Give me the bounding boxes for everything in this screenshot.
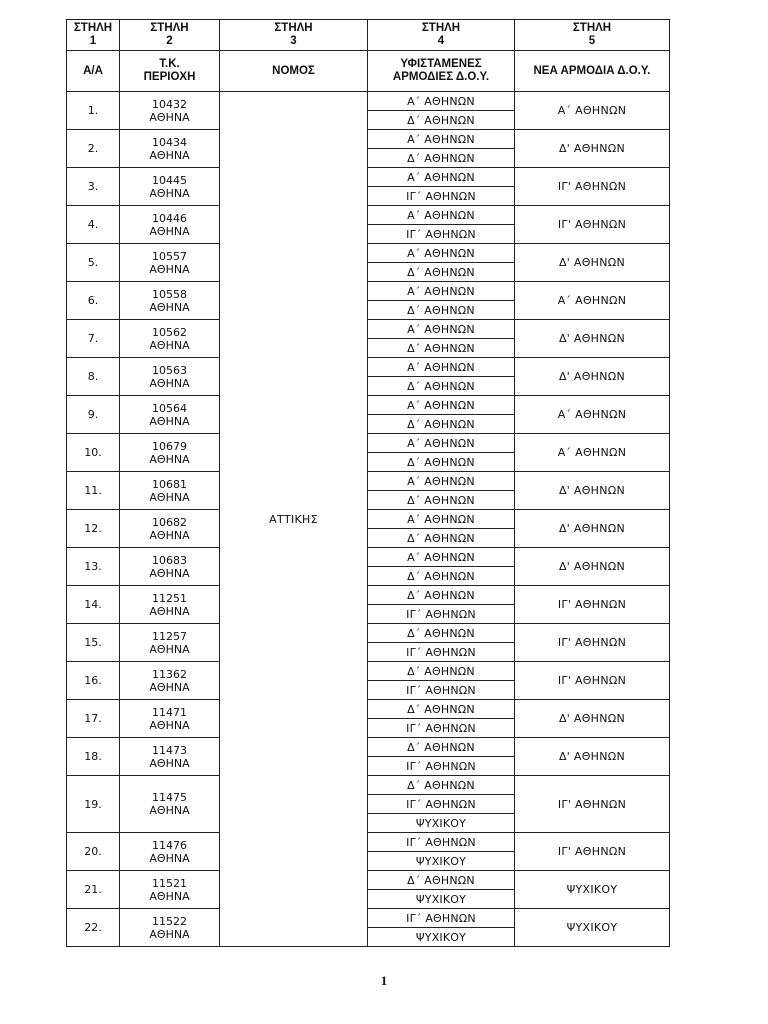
existing-office-cell: Α΄ ΑΘΗΝΩΝ bbox=[368, 282, 515, 301]
row-number-cell: 6. bbox=[67, 282, 120, 320]
existing-office-cell: Δ΄ ΑΘΗΝΩΝ bbox=[368, 111, 515, 130]
row-number-cell: 20. bbox=[67, 833, 120, 871]
postal-area-cell bbox=[120, 548, 220, 586]
postal-code: 10563 bbox=[152, 363, 187, 377]
postal-code: 10432 bbox=[152, 97, 187, 111]
row-number-cell: 16. bbox=[67, 662, 120, 700]
field-header bbox=[220, 51, 368, 92]
existing-office-cell: Δ΄ ΑΘΗΝΩΝ bbox=[368, 377, 515, 396]
row-number-cell: 12. bbox=[67, 510, 120, 548]
row-number-cell: 11. bbox=[67, 472, 120, 510]
row-number-cell: 13. bbox=[67, 548, 120, 586]
existing-office-cell: Δ΄ ΑΘΗΝΩΝ bbox=[368, 700, 515, 719]
postal-code: 11476 bbox=[152, 838, 187, 852]
area-name: ΑΘΗΝΑ bbox=[149, 376, 190, 390]
new-office-cell: Δ' ΑΘΗΝΩΝ bbox=[515, 358, 670, 396]
table-row bbox=[67, 244, 670, 263]
area-name: ΑΘΗΝΑ bbox=[149, 490, 190, 504]
postal-code: 11362 bbox=[152, 667, 187, 681]
existing-office-cell: Δ΄ ΑΘΗΝΩΝ bbox=[368, 567, 515, 586]
new-office-cell: Δ' ΑΘΗΝΩΝ bbox=[515, 244, 670, 282]
area-name: ΑΘΗΝΑ bbox=[149, 414, 190, 428]
page-number: 1 bbox=[380, 973, 388, 988]
existing-office-cell: ΙΓ΄ ΑΘΗΝΩΝ bbox=[368, 187, 515, 206]
postal-area-cell bbox=[120, 168, 220, 206]
existing-office-cell: ΙΓ΄ ΑΘΗΝΩΝ bbox=[368, 225, 515, 244]
existing-office-cell: Δ΄ ΑΘΗΝΩΝ bbox=[368, 776, 515, 795]
existing-office-cell: ΙΓ΄ ΑΘΗΝΩΝ bbox=[368, 909, 515, 928]
row-number-cell: 19. bbox=[67, 776, 120, 833]
table-row bbox=[67, 396, 670, 415]
postal-area-cell bbox=[120, 282, 220, 320]
new-office-cell: ΙΓ' ΑΘΗΝΩΝ bbox=[515, 624, 670, 662]
postal-area-cell bbox=[120, 738, 220, 776]
existing-office-cell: Α΄ ΑΘΗΝΩΝ bbox=[368, 434, 515, 453]
postal-area-cell bbox=[120, 92, 220, 130]
existing-office-cell: Δ΄ ΑΘΗΝΩΝ bbox=[368, 263, 515, 282]
table-row bbox=[67, 833, 670, 852]
new-office-cell: Δ' ΑΘΗΝΩΝ bbox=[515, 320, 670, 358]
postal-code: 11521 bbox=[152, 876, 187, 890]
row-number-cell: 5. bbox=[67, 244, 120, 282]
postal-code: 11473 bbox=[152, 743, 187, 757]
field-header bbox=[120, 51, 220, 92]
existing-office-cell: ΨΥΧΙΚΟΥ bbox=[368, 852, 515, 871]
column-number-header bbox=[368, 20, 515, 51]
table-row bbox=[67, 168, 670, 187]
postal-area-cell bbox=[120, 358, 220, 396]
new-office-cell: ΙΓ' ΑΘΗΝΩΝ bbox=[515, 833, 670, 871]
postal-code: 11251 bbox=[152, 591, 187, 605]
area-name: ΑΘΗΝΑ bbox=[149, 224, 190, 238]
postal-area-cell bbox=[120, 434, 220, 472]
table-row bbox=[67, 472, 670, 491]
table-row bbox=[67, 700, 670, 719]
existing-office-cell: Α΄ ΑΘΗΝΩΝ bbox=[368, 358, 515, 377]
table-row bbox=[67, 776, 670, 795]
row-number-cell: 7. bbox=[67, 320, 120, 358]
field-header-line: ΠΕΡΙΟΧΗ bbox=[143, 71, 196, 83]
existing-office-cell: Δ΄ ΑΘΗΝΩΝ bbox=[368, 529, 515, 548]
row-number-cell: 8. bbox=[67, 358, 120, 396]
postal-code: 10683 bbox=[152, 553, 187, 567]
postal-code: 11471 bbox=[152, 705, 187, 719]
existing-office-cell: ΙΓ΄ ΑΘΗΝΩΝ bbox=[368, 643, 515, 662]
existing-office-cell: Α΄ ΑΘΗΝΩΝ bbox=[368, 92, 515, 111]
column-header-label: ΣΤΗΛΗ bbox=[572, 22, 612, 34]
existing-office-cell: ΙΓ΄ ΑΘΗΝΩΝ bbox=[368, 719, 515, 738]
postal-area-cell bbox=[120, 624, 220, 662]
field-header bbox=[67, 51, 120, 92]
existing-office-cell: ΨΥΧΙΚΟΥ bbox=[368, 928, 515, 947]
row-number-cell: 15. bbox=[67, 624, 120, 662]
existing-office-cell: ΙΓ΄ ΑΘΗΝΩΝ bbox=[368, 681, 515, 700]
new-office-cell: Α΄ ΑΘΗΝΩΝ bbox=[515, 434, 670, 472]
postal-area-cell bbox=[120, 833, 220, 871]
existing-office-cell: Δ΄ ΑΘΗΝΩΝ bbox=[368, 339, 515, 358]
column-header-label: ΣΤΗΛΗ bbox=[73, 22, 113, 34]
field-header-line: Τ.Κ. bbox=[159, 58, 180, 70]
postal-code: 10446 bbox=[152, 211, 187, 225]
existing-office-cell: Δ΄ ΑΘΗΝΩΝ bbox=[368, 301, 515, 320]
postal-area-cell bbox=[120, 662, 220, 700]
existing-office-cell: Δ΄ ΑΘΗΝΩΝ bbox=[368, 738, 515, 757]
postal-code: 10562 bbox=[152, 325, 187, 339]
row-number-cell: 3. bbox=[67, 168, 120, 206]
new-office-cell: Δ' ΑΘΗΝΩΝ bbox=[515, 700, 670, 738]
postal-area-cell bbox=[120, 472, 220, 510]
table-row bbox=[67, 434, 670, 453]
postal-code: 10557 bbox=[152, 249, 187, 263]
new-office-cell: Δ' ΑΘΗΝΩΝ bbox=[515, 548, 670, 586]
row-number-cell: 14. bbox=[67, 586, 120, 624]
table-row bbox=[67, 130, 670, 149]
table-row bbox=[67, 282, 670, 301]
new-office-cell: Α΄ ΑΘΗΝΩΝ bbox=[515, 282, 670, 320]
area-name: ΑΘΗΝΑ bbox=[149, 718, 190, 732]
existing-office-cell: ΙΓ΄ ΑΘΗΝΩΝ bbox=[368, 833, 515, 852]
existing-office-cell: ΨΥΧΙΚΟΥ bbox=[368, 890, 515, 909]
area-name: ΑΘΗΝΑ bbox=[149, 262, 190, 276]
area-name: ΑΘΗΝΑ bbox=[149, 528, 190, 542]
postal-area-cell bbox=[120, 700, 220, 738]
area-name: ΑΘΗΝΑ bbox=[149, 148, 190, 162]
column-header-label: ΣΤΗΛΗ bbox=[421, 22, 461, 34]
row-number-cell: 22. bbox=[67, 909, 120, 947]
new-office-cell: ΙΓ' ΑΘΗΝΩΝ bbox=[515, 206, 670, 244]
table-row bbox=[67, 624, 670, 643]
column-number-header bbox=[220, 20, 368, 51]
column-header-number: 3 bbox=[290, 35, 297, 47]
existing-office-cell: ΨΥΧΙΚΟΥ bbox=[368, 814, 515, 833]
postal-code: 10434 bbox=[152, 135, 187, 149]
new-office-cell: ΙΓ' ΑΘΗΝΩΝ bbox=[515, 662, 670, 700]
area-name: ΑΘΗΝΑ bbox=[149, 604, 190, 618]
existing-office-cell: Δ΄ ΑΘΗΝΩΝ bbox=[368, 149, 515, 168]
new-office-cell: Δ' ΑΘΗΝΩΝ bbox=[515, 130, 670, 168]
postal-code: 10681 bbox=[152, 477, 187, 491]
existing-office-cell: Α΄ ΑΘΗΝΩΝ bbox=[368, 510, 515, 529]
table-body bbox=[67, 92, 670, 947]
postal-area-cell bbox=[120, 130, 220, 168]
existing-office-cell: Δ΄ ΑΘΗΝΩΝ bbox=[368, 491, 515, 510]
existing-office-cell: Δ΄ ΑΘΗΝΩΝ bbox=[368, 586, 515, 605]
column-header-number: 5 bbox=[588, 35, 596, 47]
postal-area-cell bbox=[120, 206, 220, 244]
prefecture-cell: ΑΤΤΙΚΗΣ bbox=[220, 92, 368, 947]
existing-office-cell: Α΄ ΑΘΗΝΩΝ bbox=[368, 130, 515, 149]
field-header bbox=[515, 51, 670, 92]
area-name: ΑΘΗΝΑ bbox=[149, 851, 190, 865]
table-row bbox=[67, 662, 670, 681]
area-name: ΑΘΗΝΑ bbox=[149, 110, 190, 124]
row-number-cell: 2. bbox=[67, 130, 120, 168]
existing-office-cell: Δ΄ ΑΘΗΝΩΝ bbox=[368, 453, 515, 472]
table-header bbox=[67, 20, 670, 92]
area-name: ΑΘΗΝΑ bbox=[149, 680, 190, 694]
area-name: ΑΘΗΝΑ bbox=[149, 642, 190, 656]
row-number-cell: 17. bbox=[67, 700, 120, 738]
postal-code: 10564 bbox=[152, 401, 187, 415]
postal-area-cell bbox=[120, 909, 220, 947]
postal-code: 11257 bbox=[152, 629, 187, 643]
tax-office-table bbox=[66, 19, 670, 947]
table-row bbox=[67, 909, 670, 928]
row-number-cell: 21. bbox=[67, 871, 120, 909]
column-header-number: 2 bbox=[166, 35, 173, 47]
existing-office-cell: ΙΓ΄ ΑΘΗΝΩΝ bbox=[368, 795, 515, 814]
table-row bbox=[67, 871, 670, 890]
field-name-row bbox=[67, 51, 670, 92]
column-header-label: ΣΤΗΛΗ bbox=[150, 22, 189, 34]
table-row bbox=[67, 92, 670, 111]
new-office-cell: ΙΓ' ΑΘΗΝΩΝ bbox=[515, 168, 670, 206]
area-name: ΑΘΗΝΑ bbox=[149, 300, 190, 314]
existing-office-cell: Α΄ ΑΘΗΝΩΝ bbox=[368, 168, 515, 187]
column-number-header bbox=[120, 20, 220, 51]
column-number-row bbox=[67, 20, 670, 51]
field-header-line: ΥΦΙΣΤΑΜΕΝΕΣ bbox=[400, 58, 482, 70]
field-header-line: ΝΟΜΟΣ bbox=[272, 64, 315, 77]
new-office-cell: ΙΓ' ΑΘΗΝΩΝ bbox=[515, 776, 670, 833]
existing-office-cell: Α΄ ΑΘΗΝΩΝ bbox=[368, 244, 515, 263]
postal-area-cell bbox=[120, 396, 220, 434]
existing-office-cell: Δ΄ ΑΘΗΝΩΝ bbox=[368, 624, 515, 643]
area-name: ΑΘΗΝΑ bbox=[149, 566, 190, 580]
existing-office-cell: Δ΄ ΑΘΗΝΩΝ bbox=[368, 662, 515, 681]
postal-area-cell bbox=[120, 320, 220, 358]
postal-code: 11475 bbox=[152, 791, 187, 804]
existing-office-cell: Α΄ ΑΘΗΝΩΝ bbox=[368, 396, 515, 415]
new-office-cell: ΨΥΧΙΚΟΥ bbox=[515, 909, 670, 947]
table-row bbox=[67, 738, 670, 757]
postal-code: 10682 bbox=[152, 515, 187, 529]
postal-area-cell bbox=[120, 244, 220, 282]
new-office-cell: Δ' ΑΘΗΝΩΝ bbox=[515, 472, 670, 510]
new-office-cell: Δ' ΑΘΗΝΩΝ bbox=[515, 510, 670, 548]
table-row bbox=[67, 586, 670, 605]
table-row bbox=[67, 510, 670, 529]
postal-code: 10445 bbox=[152, 173, 187, 187]
row-number-cell: 9. bbox=[67, 396, 120, 434]
existing-office-cell: Δ΄ ΑΘΗΝΩΝ bbox=[368, 871, 515, 890]
field-header-line: ΝΕΑ ΑΡΜΟΔΙΑ Δ.Ο.Υ. bbox=[533, 64, 651, 77]
postal-area-cell bbox=[120, 871, 220, 909]
existing-office-cell: ΙΓ΄ ΑΘΗΝΩΝ bbox=[368, 605, 515, 624]
row-number-cell: 1. bbox=[67, 92, 120, 130]
new-office-cell: Α΄ ΑΘΗΝΩΝ bbox=[515, 396, 670, 434]
column-header-number: 4 bbox=[437, 35, 445, 47]
existing-office-cell: ΙΓ΄ ΑΘΗΝΩΝ bbox=[368, 757, 515, 776]
postal-area-cell bbox=[120, 776, 220, 833]
existing-office-cell: Α΄ ΑΘΗΝΩΝ bbox=[368, 472, 515, 491]
area-name: ΑΘΗΝΑ bbox=[149, 452, 190, 466]
area-name: ΑΘΗΝΑ bbox=[149, 338, 190, 352]
column-number-header bbox=[515, 20, 670, 51]
area-name: ΑΘΗΝΑ bbox=[149, 756, 190, 770]
area-name: ΑΘΗΝΑ bbox=[149, 889, 190, 903]
row-number-cell: 4. bbox=[67, 206, 120, 244]
postal-area-cell bbox=[120, 510, 220, 548]
area-name: ΑΘΗΝΑ bbox=[149, 927, 190, 941]
existing-office-cell: Α΄ ΑΘΗΝΩΝ bbox=[368, 206, 515, 225]
table-row bbox=[67, 548, 670, 567]
column-header-label: ΣΤΗΛΗ bbox=[274, 22, 313, 34]
postal-area-cell bbox=[120, 586, 220, 624]
field-header-line: ΑΡΜΟΔΙΕΣ Δ.Ο.Υ. bbox=[392, 71, 490, 83]
new-office-cell: ΙΓ' ΑΘΗΝΩΝ bbox=[515, 586, 670, 624]
row-number-cell: 18. bbox=[67, 738, 120, 776]
postal-code: 11522 bbox=[152, 914, 187, 928]
new-office-cell: Α΄ ΑΘΗΝΩΝ bbox=[515, 92, 670, 130]
column-number-header bbox=[67, 20, 120, 51]
area-name: ΑΘΗΝΑ bbox=[149, 804, 190, 817]
table-row bbox=[67, 206, 670, 225]
postal-code: 10558 bbox=[152, 287, 187, 301]
new-office-cell: Δ' ΑΘΗΝΩΝ bbox=[515, 738, 670, 776]
column-header-number: 1 bbox=[89, 35, 97, 47]
new-office-cell: ΨΥΧΙΚΟΥ bbox=[515, 871, 670, 909]
field-header bbox=[368, 51, 515, 92]
field-header-line: Α/Α bbox=[83, 64, 103, 77]
existing-office-cell: Α΄ ΑΘΗΝΩΝ bbox=[368, 320, 515, 339]
postal-code: 10679 bbox=[152, 439, 187, 453]
table-row bbox=[67, 358, 670, 377]
existing-office-cell: Α΄ ΑΘΗΝΩΝ bbox=[368, 548, 515, 567]
table-row bbox=[67, 320, 670, 339]
area-name: ΑΘΗΝΑ bbox=[149, 186, 190, 200]
existing-office-cell: Δ΄ ΑΘΗΝΩΝ bbox=[368, 415, 515, 434]
row-number-cell: 10. bbox=[67, 434, 120, 472]
